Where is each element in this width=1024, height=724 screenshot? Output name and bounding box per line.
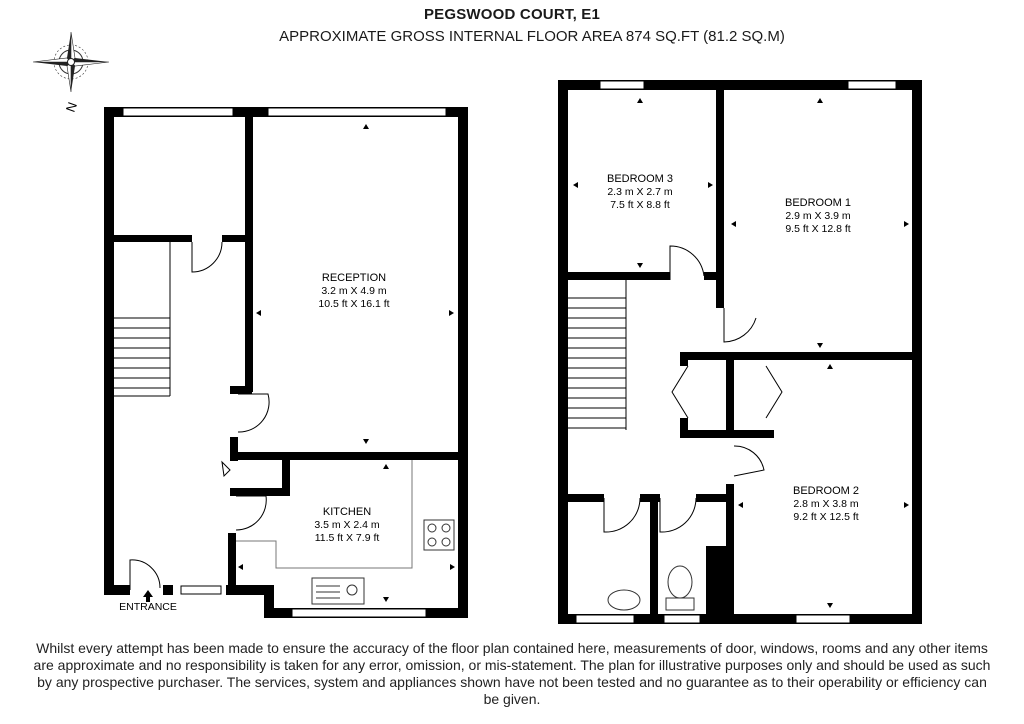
reception-name: RECEPTION [321,272,387,284]
ground-windows [123,108,446,617]
ground-stairs [114,242,170,396]
bedroom3-metric: 2.3 m X 2.7 m [607,186,673,198]
page-title: PEGSWOOD COURT, E1 [423,6,601,23]
kitchen-imperial: 11.5 ft X 7.9 ft [314,532,380,544]
first-floor-stairs [568,280,626,430]
kitchen-metric: 3.5 m X 2.4 m [314,519,380,531]
disclaimer-text: Whilst every attempt has been made to ensure the accuracy of the floor plan contained here, measurements of door, windows, rooms and any other items are approximate and no responsibility is taken for any error, omission, or mis-statement. The plan for illustrative purposes only and should be used as such by any prospective purchaser. The services, system and appliances shown have not been tested and no guarantee as to their operability or efficiency can be given. [33,640,991,707]
reception-metric: 3.2 m X 4.9 m [321,285,387,297]
floor-area-subtitle: APPROXIMATE GROSS INTERNAL FLOOR AREA 874 SQ.FT (81.2 SQ.M) [279,28,785,45]
bedroom2-name: BEDROOM 2 [792,485,860,497]
compass-icon [33,32,109,92]
first-floor-doors [604,246,782,532]
bedroom3-imperial: 7.5 ft X 8.8 ft [610,199,670,211]
kitchen-name: KITCHEN [322,506,372,518]
reception-imperial: 10.5 ft X 16.1 ft [318,298,390,310]
bedroom1-name: BEDROOM 1 [784,197,852,209]
north-label: N [62,100,81,115]
bedroom2-imperial: 9.2 ft X 12.5 ft [793,511,859,523]
bedroom1-imperial: 9.5 ft X 12.8 ft [785,223,851,235]
bedroom1-metric: 2.9 m X 3.9 m [785,210,851,222]
ground-floor [104,107,468,618]
first-floor [558,80,922,624]
bedroom3-name: BEDROOM 3 [606,173,674,185]
bedroom2-metric: 2.8 m X 3.8 m [793,498,859,510]
entrance-label: ENTRANCE [119,601,177,613]
